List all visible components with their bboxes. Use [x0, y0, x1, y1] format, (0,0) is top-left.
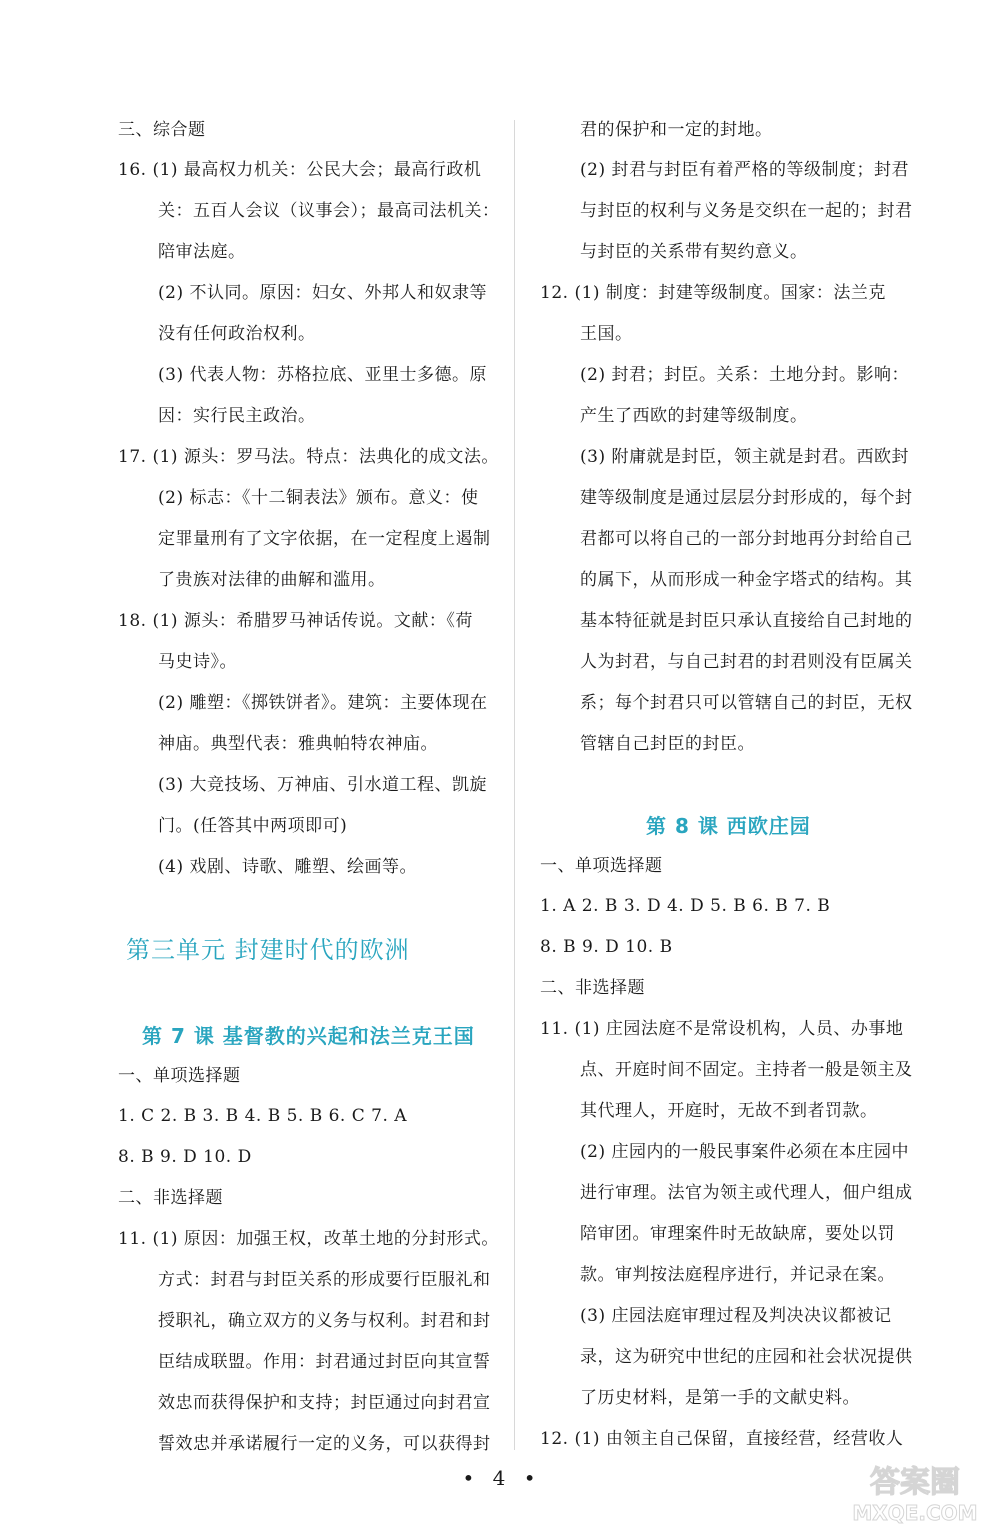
answer-line: (3) 大竞技场、万神庙、引水道工程、凯旋	[158, 775, 487, 795]
answer-key-line: 1. A 2. B 3. D 4. D 5. B 6. B 7. B	[540, 896, 831, 916]
column-divider	[514, 120, 515, 1450]
svg-text:答案圈: 答案圈	[870, 1465, 960, 1500]
answer-line: 效忠而获得保护和支持；封臣通过向封君宣	[158, 1393, 491, 1413]
section-heading: 一、单项选择题	[540, 856, 663, 876]
watermark-logo	[840, 1454, 990, 1528]
answer-line: 人为封君，与自己封君的封君则没有臣属关	[580, 652, 913, 672]
answer-key-line: 1. C 2. B 3. B 4. B 5. B 6. C 7. A	[118, 1106, 408, 1126]
answer-line: 门。(任答其中两项即可)	[158, 816, 348, 836]
answer-line: 产生了西欧的封建等级制度。	[580, 406, 808, 426]
section-heading: 二、非选择题	[540, 978, 645, 998]
answer-line: 基本特征就是封臣只承认直接给自己封地的	[580, 611, 913, 631]
answer-line: (2) 标志：《十二铜表法》颁布。意义：使	[158, 488, 479, 508]
answer-line: 王国。	[580, 324, 633, 344]
answer-line: 臣结成联盟。作用：封君通过封臣向其宣誓	[158, 1352, 491, 1372]
page-number: • 4 •	[462, 1466, 542, 1490]
answer-line: (4) 戏剧、诗歌、雕塑、绘画等。	[158, 857, 417, 877]
answer-line: 款。审判按法庭程序进行，并记录在案。	[580, 1265, 895, 1285]
answer-line: 点、开庭时间不固定。主持者一般是领主及	[580, 1060, 913, 1080]
answer-line: 君的保护和一定的封地。	[580, 120, 773, 140]
answer-key-line: 8. B 9. D 10. B	[540, 937, 673, 957]
answer-line: 11. (1) 原因：加强王权，改革土地的分封形式。	[118, 1229, 499, 1249]
answer-line: 陪审法庭。	[158, 242, 246, 262]
answer-line: (2) 封君；封臣。关系：土地分封。影响：	[580, 365, 909, 385]
answer-line: 17. (1) 源头：罗马法。特点：法典化的成文法。	[118, 447, 499, 467]
answer-line: (2) 封君与封臣有着严格的等级制度；封君	[580, 160, 909, 180]
section-heading: 二、非选择题	[118, 1188, 223, 1208]
answer-line: 了历史材料，是第一手的文献史料。	[580, 1388, 860, 1408]
answer-line: 没有任何政治权利。	[158, 324, 316, 344]
answer-line: 录，这为研究中世纪的庄园和社会状况提供	[580, 1347, 913, 1367]
unit-title: 第三单元 封建时代的欧洲	[126, 936, 410, 964]
lesson-title: 第 7 课 基督教的兴起和法兰克王国	[142, 1024, 475, 1048]
answer-line: 12. (1) 由领主自己保留，直接经营，经营收人	[540, 1429, 904, 1449]
answer-line: 誓效忠并承诺履行一定的义务，可以获得封	[158, 1434, 491, 1454]
answer-line: (2) 不认同。原因：妇女、外邦人和奴隶等	[158, 283, 487, 303]
answer-line: 与封臣的权利与义务是交织在一起的；封君	[580, 201, 913, 221]
answer-line: 16. (1) 最高权力机关：公民大会；最高行政机	[118, 160, 482, 180]
answer-line: 管辖自己封臣的封臣。	[580, 734, 755, 754]
section-heading: 三、综合题	[118, 120, 206, 140]
answer-line: 君都可以将自己的一部分封地再分封给自己	[580, 529, 913, 549]
section-heading: 一、单项选择题	[118, 1066, 241, 1086]
answer-line: 系；每个封君只可以管辖自己的封臣，无权	[580, 693, 913, 713]
answer-line: 定罪量刑有了文字依据，在一定程度上遏制	[158, 529, 491, 549]
answer-line: 因：实行民主政治。	[158, 406, 316, 426]
answer-line: (3) 庄园法庭审理过程及判决决议都被记	[580, 1306, 892, 1326]
answer-line: (2) 庄园内的一般民事案件必须在本庄园中	[580, 1142, 909, 1162]
svg-text:MXQE.COM: MXQE.COM	[852, 1501, 978, 1525]
answer-line: (2) 雕塑：《掷铁饼者》。建筑：主要体现在	[158, 693, 488, 713]
answer-line: 进行审理。法官为领主或代理人，佃户组成	[580, 1183, 913, 1203]
answer-line: 的属下，从而形成一种金字塔式的结构。其	[580, 570, 913, 590]
answer-line: 11. (1) 庄园法庭不是常设机构，人员、办事地	[540, 1019, 904, 1039]
answer-line: 与封臣的关系带有契约意义。	[580, 242, 808, 262]
answer-line: 方式：封君与封臣关系的形成要行臣服礼和	[158, 1270, 491, 1290]
answer-line: 授职礼，确立双方的义务与权利。封君和封	[158, 1311, 491, 1331]
answer-line: 18. (1) 源头：希腊罗马神话传说。文献：《荷	[118, 611, 473, 631]
answer-line: 马史诗》。	[158, 652, 237, 672]
lesson-title: 第 8 课 西欧庄园	[646, 814, 811, 838]
answer-line: 建等级制度是通过层层分封形成的，每个封	[580, 488, 913, 508]
answer-line: 陪审团。审理案件时无故缺席，要处以罚	[580, 1224, 895, 1244]
answer-line: 其代理人，开庭时，无故不到者罚款。	[580, 1101, 878, 1121]
answer-line: (3) 附庸就是封臣，领主就是封君。西欧封	[580, 447, 909, 467]
answer-key-line: 8. B 9. D 10. D	[118, 1147, 252, 1167]
answer-line: 12. (1) 制度：封建等级制度。国家：法兰克	[540, 283, 886, 303]
answer-line: (3) 代表人物：苏格拉底、亚里士多德。原	[158, 365, 487, 385]
answer-line: 神庙。典型代表：雅典帕特农神庙。	[158, 734, 438, 754]
answer-line: 关：五百人会议（议事会）；最高司法机关：	[158, 201, 500, 221]
answer-line: 了贵族对法律的曲解和滥用。	[158, 570, 386, 590]
